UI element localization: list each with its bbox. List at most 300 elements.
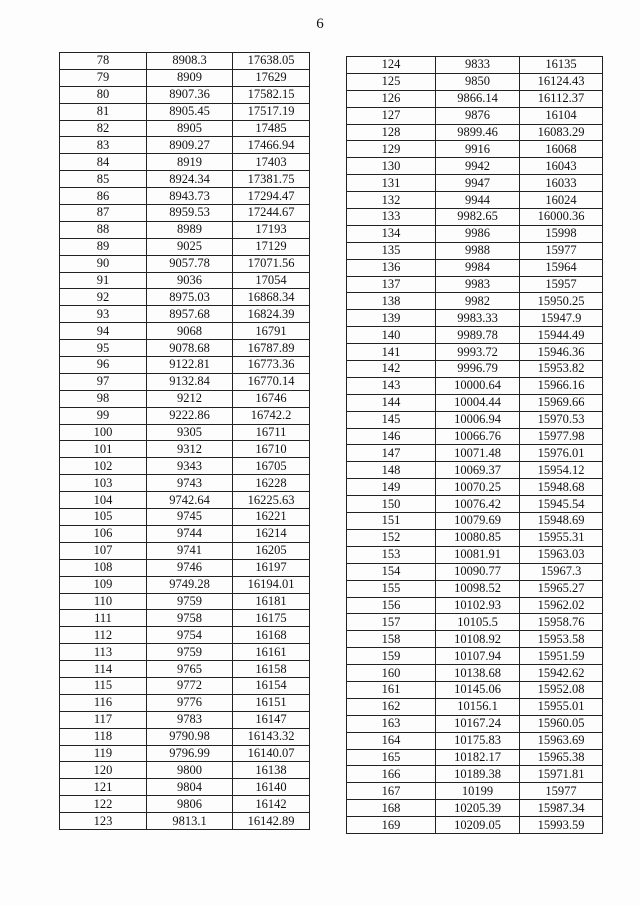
table-row: [347, 225, 603, 242]
x-coordinate-cell: 9790.98: [147, 728, 233, 745]
x-coordinate-cell: 10107.94: [436, 648, 520, 665]
point-number-cell: 122: [60, 796, 147, 813]
table-row: [347, 377, 603, 394]
point-number-cell: 149: [347, 479, 436, 496]
table-row: [60, 559, 310, 576]
table-row: [347, 648, 603, 665]
table-row: [60, 390, 310, 407]
point-number-cell: 130: [347, 158, 436, 175]
point-number-cell: 81: [60, 103, 147, 120]
point-number-cell: 111: [60, 610, 147, 627]
y-coordinate-cell: 16787.89: [233, 340, 310, 357]
x-coordinate-cell: 10199: [436, 783, 520, 800]
table-row: [60, 86, 310, 103]
x-coordinate-cell: 8924.34: [147, 171, 233, 188]
table-row: [60, 593, 310, 610]
point-number-cell: 166: [347, 766, 436, 783]
y-coordinate-cell: 16194.01: [233, 576, 310, 593]
y-coordinate-cell: 16147: [233, 711, 310, 728]
x-coordinate-cell: 10167.24: [436, 715, 520, 732]
point-number-cell: 86: [60, 188, 147, 205]
y-coordinate-cell: 15998: [520, 225, 603, 242]
point-number-cell: 137: [347, 276, 436, 293]
table-row: [347, 445, 603, 462]
x-coordinate-cell: 10079.69: [436, 513, 520, 530]
y-coordinate-cell: 17244.67: [233, 205, 310, 222]
x-coordinate-cell: 8909: [147, 69, 233, 86]
y-coordinate-cell: 15969.66: [520, 394, 603, 411]
point-number-cell: 115: [60, 677, 147, 694]
table-row: [347, 580, 603, 597]
x-coordinate-cell: 9800: [147, 762, 233, 779]
point-number-cell: 94: [60, 323, 147, 340]
point-number-cell: 102: [60, 458, 147, 475]
y-coordinate-cell: 16228: [233, 475, 310, 492]
point-number-cell: 144: [347, 394, 436, 411]
point-number-cell: 168: [347, 800, 436, 817]
point-number-cell: 79: [60, 69, 147, 86]
point-number-cell: 114: [60, 661, 147, 678]
table-row: [347, 698, 603, 715]
y-coordinate-cell: 16142: [233, 796, 310, 813]
y-coordinate-cell: 16221: [233, 509, 310, 526]
point-number-cell: 143: [347, 377, 436, 394]
point-number-cell: 124: [347, 57, 436, 74]
y-coordinate-cell: 16791: [233, 323, 310, 340]
point-number-cell: 117: [60, 711, 147, 728]
x-coordinate-cell: 8905: [147, 120, 233, 137]
table-row: [60, 289, 310, 306]
y-coordinate-cell: 15967.3: [520, 563, 603, 580]
table-row: [347, 681, 603, 698]
y-coordinate-cell: 15966.16: [520, 377, 603, 394]
x-coordinate-cell: 9025: [147, 238, 233, 255]
table-row: [60, 154, 310, 171]
point-number-cell: 160: [347, 665, 436, 682]
point-number-cell: 138: [347, 293, 436, 310]
x-coordinate-cell: 10081.91: [436, 546, 520, 563]
table-row: [347, 597, 603, 614]
x-coordinate-cell: 9986: [436, 225, 520, 242]
x-coordinate-cell: 9741: [147, 542, 233, 559]
x-coordinate-cell: 10080.85: [436, 529, 520, 546]
y-coordinate-cell: 15958.76: [520, 614, 603, 631]
table-row: [60, 677, 310, 694]
point-number-cell: 118: [60, 728, 147, 745]
y-coordinate-cell: 16711: [233, 424, 310, 441]
x-coordinate-cell: 10069.37: [436, 462, 520, 479]
x-coordinate-cell: 9749.28: [147, 576, 233, 593]
table-row: [60, 238, 310, 255]
table-row: [60, 137, 310, 154]
point-number-cell: 120: [60, 762, 147, 779]
x-coordinate-cell: 9866.14: [436, 90, 520, 107]
x-coordinate-cell: 8909.27: [147, 137, 233, 154]
table-row: [347, 344, 603, 361]
point-number-cell: 133: [347, 209, 436, 226]
table-row: [347, 276, 603, 293]
table-row: [60, 53, 310, 70]
x-coordinate-cell: 9742.64: [147, 492, 233, 509]
y-coordinate-cell: 15977: [520, 242, 603, 259]
x-coordinate-cell: 9899.46: [436, 124, 520, 141]
table-row: [347, 242, 603, 259]
table-row: [60, 441, 310, 458]
point-number-cell: 116: [60, 694, 147, 711]
x-coordinate-cell: 9746: [147, 559, 233, 576]
y-coordinate-cell: 16214: [233, 525, 310, 542]
y-coordinate-cell: 16225.63: [233, 492, 310, 509]
point-number-cell: 142: [347, 361, 436, 378]
point-number-cell: 148: [347, 462, 436, 479]
y-coordinate-cell: 17517.19: [233, 103, 310, 120]
table-row: [60, 357, 310, 374]
y-coordinate-cell: 15948.68: [520, 479, 603, 496]
point-number-cell: 97: [60, 373, 147, 390]
table-row: [60, 424, 310, 441]
y-coordinate-cell: 17294.47: [233, 188, 310, 205]
table-row: [347, 57, 603, 74]
table-row: [347, 293, 603, 310]
y-coordinate-cell: 15955.01: [520, 698, 603, 715]
x-coordinate-cell: 9343: [147, 458, 233, 475]
y-coordinate-cell: 16705: [233, 458, 310, 475]
y-coordinate-cell: 17381.75: [233, 171, 310, 188]
table-row: [347, 411, 603, 428]
y-coordinate-cell: 16868.34: [233, 289, 310, 306]
table-row: [347, 479, 603, 496]
table-row: [60, 576, 310, 593]
y-coordinate-cell: 16168: [233, 627, 310, 644]
table-row: [60, 323, 310, 340]
y-coordinate-cell: 15965.27: [520, 580, 603, 597]
point-number-cell: 150: [347, 496, 436, 513]
point-number-cell: 132: [347, 192, 436, 209]
point-number-cell: 152: [347, 529, 436, 546]
point-number-cell: 131: [347, 175, 436, 192]
x-coordinate-cell: 9996.79: [436, 361, 520, 378]
y-coordinate-cell: 16710: [233, 441, 310, 458]
table-row: [347, 546, 603, 563]
table-row: [60, 340, 310, 357]
x-coordinate-cell: 9765: [147, 661, 233, 678]
x-coordinate-cell: 9754: [147, 627, 233, 644]
x-coordinate-cell: 9942: [436, 158, 520, 175]
x-coordinate-cell: 10205.39: [436, 800, 520, 817]
point-number-cell: 153: [347, 546, 436, 563]
point-number-cell: 129: [347, 141, 436, 158]
y-coordinate-cell: 16140: [233, 779, 310, 796]
y-coordinate-cell: 15953.82: [520, 361, 603, 378]
y-coordinate-cell: 17466.94: [233, 137, 310, 154]
x-coordinate-cell: 9988: [436, 242, 520, 259]
x-coordinate-cell: 10138.68: [436, 665, 520, 682]
y-coordinate-cell: 16000.36: [520, 209, 603, 226]
table-row: [60, 306, 310, 323]
y-coordinate-cell: 15962.02: [520, 597, 603, 614]
point-number-cell: 139: [347, 310, 436, 327]
y-coordinate-cell: 16043: [520, 158, 603, 175]
y-coordinate-cell: 16104: [520, 107, 603, 124]
x-coordinate-cell: 8975.03: [147, 289, 233, 306]
point-number-cell: 113: [60, 644, 147, 661]
x-coordinate-cell: 9876: [436, 107, 520, 124]
x-coordinate-cell: 10108.92: [436, 631, 520, 648]
y-coordinate-cell: 16181: [233, 593, 310, 610]
point-number-cell: 157: [347, 614, 436, 631]
point-number-cell: 101: [60, 441, 147, 458]
point-number-cell: 103: [60, 475, 147, 492]
table-row: [60, 373, 310, 390]
y-coordinate-cell: 16197: [233, 559, 310, 576]
table-row: [347, 394, 603, 411]
table-row: [347, 141, 603, 158]
point-number-cell: 89: [60, 238, 147, 255]
table-row: [60, 272, 310, 289]
x-coordinate-cell: 9982: [436, 293, 520, 310]
point-number-cell: 78: [60, 53, 147, 70]
table-row: [347, 817, 603, 834]
x-coordinate-cell: 10209.05: [436, 817, 520, 834]
y-coordinate-cell: 16742.2: [233, 407, 310, 424]
point-number-cell: 165: [347, 749, 436, 766]
table-row: [347, 158, 603, 175]
x-coordinate-cell: 9989.78: [436, 327, 520, 344]
x-coordinate-cell: 9068: [147, 323, 233, 340]
table-row: [347, 259, 603, 276]
point-number-cell: 91: [60, 272, 147, 289]
point-number-cell: 136: [347, 259, 436, 276]
point-number-cell: 100: [60, 424, 147, 441]
table-row: [60, 171, 310, 188]
point-number-cell: 134: [347, 225, 436, 242]
table-row: [60, 762, 310, 779]
point-number-cell: 159: [347, 648, 436, 665]
y-coordinate-cell: 16142.89: [233, 813, 310, 830]
y-coordinate-cell: 16024: [520, 192, 603, 209]
point-number-cell: 125: [347, 73, 436, 90]
y-coordinate-cell: 15942.62: [520, 665, 603, 682]
x-coordinate-cell: 9983: [436, 276, 520, 293]
y-coordinate-cell: 16773.36: [233, 357, 310, 374]
x-coordinate-cell: 10105.5: [436, 614, 520, 631]
x-coordinate-cell: 8943.73: [147, 188, 233, 205]
y-coordinate-cell: 15955.31: [520, 529, 603, 546]
point-number-cell: 167: [347, 783, 436, 800]
x-coordinate-cell: 10006.94: [436, 411, 520, 428]
table-row: [60, 492, 310, 509]
point-number-cell: 151: [347, 513, 436, 530]
point-number-cell: 135: [347, 242, 436, 259]
table-row: [60, 525, 310, 542]
x-coordinate-cell: 9036: [147, 272, 233, 289]
point-number-cell: 147: [347, 445, 436, 462]
x-coordinate-cell: 9983.33: [436, 310, 520, 327]
y-coordinate-cell: 15971.81: [520, 766, 603, 783]
point-number-cell: 88: [60, 221, 147, 238]
table-row: [347, 783, 603, 800]
point-number-cell: 85: [60, 171, 147, 188]
point-number-cell: 161: [347, 681, 436, 698]
x-coordinate-cell: 8905.45: [147, 103, 233, 120]
x-coordinate-cell: 9759: [147, 644, 233, 661]
point-number-cell: 96: [60, 357, 147, 374]
x-coordinate-cell: 8919: [147, 154, 233, 171]
x-coordinate-cell: 10004.44: [436, 394, 520, 411]
table-row: [347, 462, 603, 479]
y-coordinate-cell: 16068: [520, 141, 603, 158]
point-number-cell: 82: [60, 120, 147, 137]
table-row: [60, 188, 310, 205]
point-number-cell: 119: [60, 745, 147, 762]
table-row: [347, 732, 603, 749]
y-coordinate-cell: 15976.01: [520, 445, 603, 462]
y-coordinate-cell: 16175: [233, 610, 310, 627]
x-coordinate-cell: 9057.78: [147, 255, 233, 272]
y-coordinate-cell: 16083.29: [520, 124, 603, 141]
x-coordinate-cell: 9745: [147, 509, 233, 526]
y-coordinate-cell: 15944.49: [520, 327, 603, 344]
y-coordinate-cell: 17054: [233, 272, 310, 289]
x-coordinate-cell: 9776: [147, 694, 233, 711]
point-number-cell: 105: [60, 509, 147, 526]
table-row: [347, 749, 603, 766]
y-coordinate-cell: 16770.14: [233, 373, 310, 390]
y-coordinate-cell: 17193: [233, 221, 310, 238]
x-coordinate-cell: 10071.48: [436, 445, 520, 462]
table-row: [347, 529, 603, 546]
table-row: [60, 103, 310, 120]
x-coordinate-cell: 8908.3: [147, 53, 233, 70]
y-coordinate-cell: 15970.53: [520, 411, 603, 428]
y-coordinate-cell: 15964: [520, 259, 603, 276]
point-number-cell: 164: [347, 732, 436, 749]
table-row: [347, 766, 603, 783]
table-row: [60, 661, 310, 678]
y-coordinate-cell: 16135: [520, 57, 603, 74]
x-coordinate-cell: 9783: [147, 711, 233, 728]
point-number-cell: 127: [347, 107, 436, 124]
table-row: [60, 813, 310, 830]
table-row: [60, 542, 310, 559]
x-coordinate-cell: 10098.52: [436, 580, 520, 597]
point-number-cell: 87: [60, 205, 147, 222]
y-coordinate-cell: 17403: [233, 154, 310, 171]
point-number-cell: 128: [347, 124, 436, 141]
table-row: [60, 627, 310, 644]
point-number-cell: 169: [347, 817, 436, 834]
y-coordinate-cell: 16824.39: [233, 306, 310, 323]
y-coordinate-cell: 16112.37: [520, 90, 603, 107]
table-row: [347, 800, 603, 817]
y-coordinate-cell: 15951.59: [520, 648, 603, 665]
x-coordinate-cell: 9984: [436, 259, 520, 276]
y-coordinate-cell: 16124.43: [520, 73, 603, 90]
y-coordinate-cell: 15947.9: [520, 310, 603, 327]
point-number-cell: 158: [347, 631, 436, 648]
table-row: [347, 327, 603, 344]
point-number-cell: 163: [347, 715, 436, 732]
x-coordinate-cell: 10070.25: [436, 479, 520, 496]
y-coordinate-cell: 16033: [520, 175, 603, 192]
table-row: [347, 513, 603, 530]
x-coordinate-cell: 9806: [147, 796, 233, 813]
y-coordinate-cell: 16161: [233, 644, 310, 661]
point-number-cell: 154: [347, 563, 436, 580]
point-number-cell: 104: [60, 492, 147, 509]
y-coordinate-cell: 16205: [233, 542, 310, 559]
x-coordinate-cell: 9813.1: [147, 813, 233, 830]
table-row: [60, 745, 310, 762]
x-coordinate-cell: 9833: [436, 57, 520, 74]
x-coordinate-cell: 9982.65: [436, 209, 520, 226]
x-coordinate-cell: 8907.36: [147, 86, 233, 103]
x-coordinate-cell: 10066.76: [436, 428, 520, 445]
x-coordinate-cell: 9759: [147, 593, 233, 610]
x-coordinate-cell: 10102.93: [436, 597, 520, 614]
table-row: [60, 205, 310, 222]
y-coordinate-cell: 16143.32: [233, 728, 310, 745]
x-coordinate-cell: 9743: [147, 475, 233, 492]
point-number-cell: 90: [60, 255, 147, 272]
x-coordinate-cell: 9312: [147, 441, 233, 458]
x-coordinate-cell: 9947: [436, 175, 520, 192]
x-coordinate-cell: 10145.06: [436, 681, 520, 698]
x-coordinate-cell: 9122.81: [147, 357, 233, 374]
table-row: [347, 175, 603, 192]
x-coordinate-cell: 9222.86: [147, 407, 233, 424]
x-coordinate-cell: 8957.68: [147, 306, 233, 323]
point-number-cell: 99: [60, 407, 147, 424]
y-coordinate-cell: 16154: [233, 677, 310, 694]
table-row: [60, 255, 310, 272]
table-row: [347, 361, 603, 378]
table-row: [60, 728, 310, 745]
y-coordinate-cell: 16746: [233, 390, 310, 407]
point-number-cell: 110: [60, 593, 147, 610]
y-coordinate-cell: 17071.56: [233, 255, 310, 272]
x-coordinate-cell: 9944: [436, 192, 520, 209]
x-coordinate-cell: 9744: [147, 525, 233, 542]
page-number: 6: [316, 16, 324, 32]
x-coordinate-cell: 9212: [147, 390, 233, 407]
table-row: [60, 475, 310, 492]
table-row: [347, 310, 603, 327]
x-coordinate-cell: 8959.53: [147, 205, 233, 222]
table-row: [347, 124, 603, 141]
point-number-cell: 123: [60, 813, 147, 830]
y-coordinate-cell: 16151: [233, 694, 310, 711]
y-coordinate-cell: 15963.69: [520, 732, 603, 749]
y-coordinate-cell: 15957: [520, 276, 603, 293]
table-row: [60, 779, 310, 796]
table-row: [347, 192, 603, 209]
y-coordinate-cell: 16158: [233, 661, 310, 678]
table-row: [347, 428, 603, 445]
point-number-cell: 146: [347, 428, 436, 445]
point-number-cell: 80: [60, 86, 147, 103]
y-coordinate-cell: 16140.07: [233, 745, 310, 762]
x-coordinate-cell: 9850: [436, 73, 520, 90]
y-coordinate-cell: 15953.58: [520, 631, 603, 648]
y-coordinate-cell: 15963.03: [520, 546, 603, 563]
coordinates-table-right: [346, 56, 603, 834]
point-number-cell: 141: [347, 344, 436, 361]
x-coordinate-cell: 9772: [147, 677, 233, 694]
table-row: [347, 90, 603, 107]
x-coordinate-cell: 9758: [147, 610, 233, 627]
y-coordinate-cell: 17629: [233, 69, 310, 86]
